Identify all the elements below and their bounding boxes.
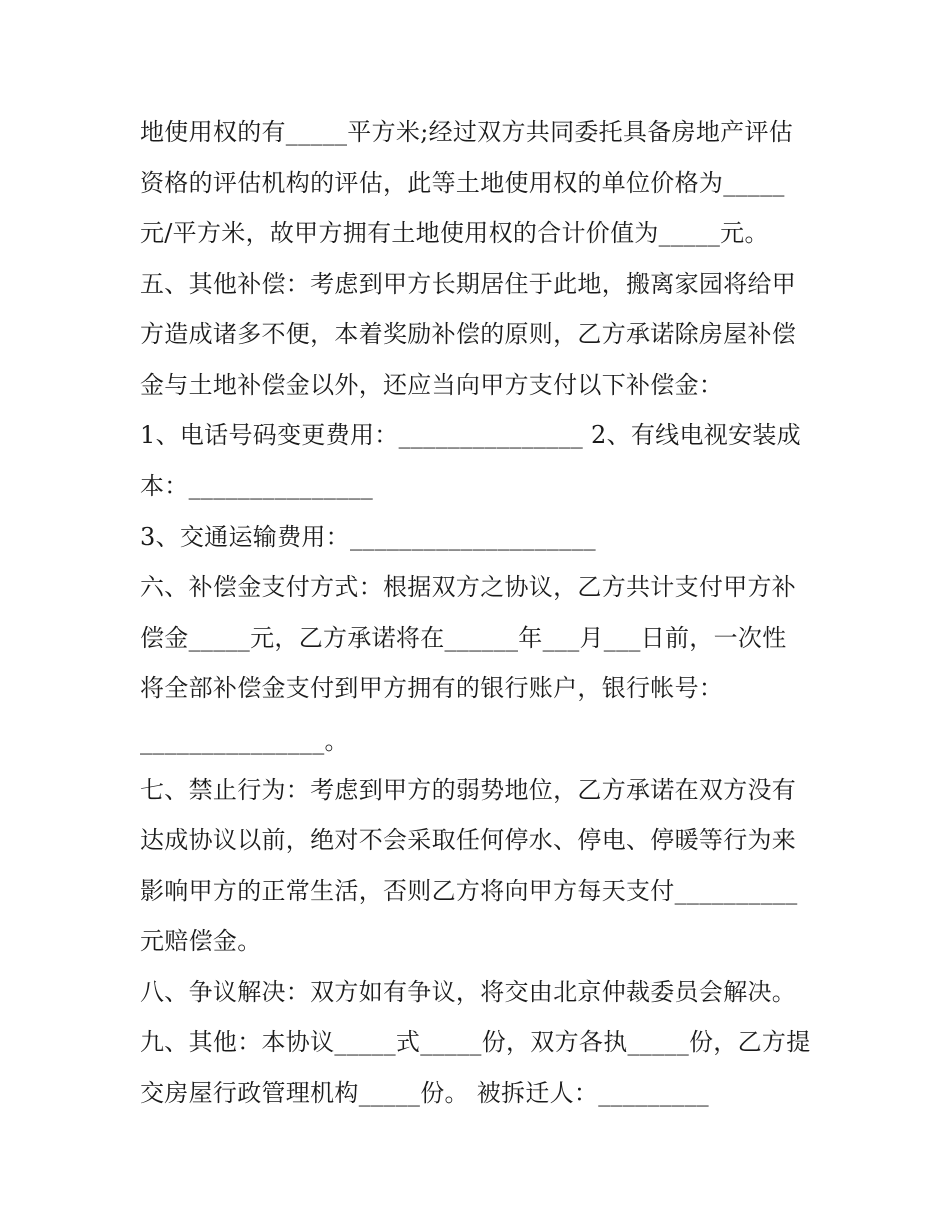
line-text: 五、其他补偿：考虑到甲方长期居住于此地，搬离家园将给甲 [140, 270, 797, 298]
text-line [140, 469, 840, 503]
text-line [140, 216, 840, 250]
text-line [140, 570, 840, 604]
text-line [140, 773, 840, 807]
text-line [140, 520, 840, 554]
line-text: 达成协议以前，绝对不会采取任何停水、停电、停暖等行为来 [140, 826, 797, 854]
line-text: 元/平方米，故甲方拥有土地使用权的合计价值为_____元。 [140, 219, 769, 247]
line-text: 元赔偿金。 [140, 927, 262, 955]
text-line [140, 1076, 840, 1110]
text-line [140, 975, 840, 1009]
line-text: 地使用权的有_____平方米;经过双方共同委托具备房地产评估 [140, 118, 794, 146]
text-line [140, 724, 840, 758]
text-line [140, 317, 840, 351]
line-text: 八、争议解决：双方如有争议，将交由北京仲裁委员会解决。 [140, 978, 797, 1006]
text-line [140, 823, 840, 857]
line-text: 交房屋行政管理机构_____份。 被拆迁人：_________ [140, 1079, 709, 1107]
line-text: 3、交通运输费用：____________________ [140, 523, 596, 551]
text-line [140, 368, 840, 402]
text-line [140, 671, 840, 705]
line-text: 九、其他：本协议_____式_____份，双方各执_____份，乙方提 [140, 1028, 811, 1056]
text-line [140, 621, 840, 655]
text-line [140, 267, 840, 301]
line-text: 金与土地补偿金以外，还应当向甲方支付以下补偿金： [140, 371, 724, 399]
text-line [140, 418, 840, 452]
line-text: 偿金_____元，乙方承诺将在______年___月___日前，一次性 [140, 624, 787, 652]
text-line [140, 1025, 840, 1059]
text-line [140, 874, 840, 908]
line-text: 本：_______________ [140, 472, 374, 500]
line-text: 七、禁止行为：考虑到甲方的弱势地位，乙方承诺在双方没有 [140, 776, 797, 804]
line-text: 将全部补偿金支付到甲方拥有的银行账户，银行帐号： [140, 674, 724, 702]
text-line [140, 166, 840, 200]
line-text: 方造成诸多不便，本着奖励补偿的原则，乙方承诺除房屋补偿 [140, 320, 797, 348]
line-text: 影响甲方的正常生活，否则乙方将向甲方每天支付__________ [140, 877, 798, 905]
line-text: 六、补偿金支付方式：根据双方之协议，乙方共计支付甲方补 [140, 573, 797, 601]
line-text: _______________。 [140, 727, 349, 755]
text-line [140, 924, 840, 958]
line-text: 1、电话号码变更费用：_______________ 2、有线电视安装成 [140, 421, 801, 449]
line-text: 资格的评估机构的评估，此等土地使用权的单位价格为_____ [140, 169, 785, 197]
text-line [140, 115, 840, 149]
